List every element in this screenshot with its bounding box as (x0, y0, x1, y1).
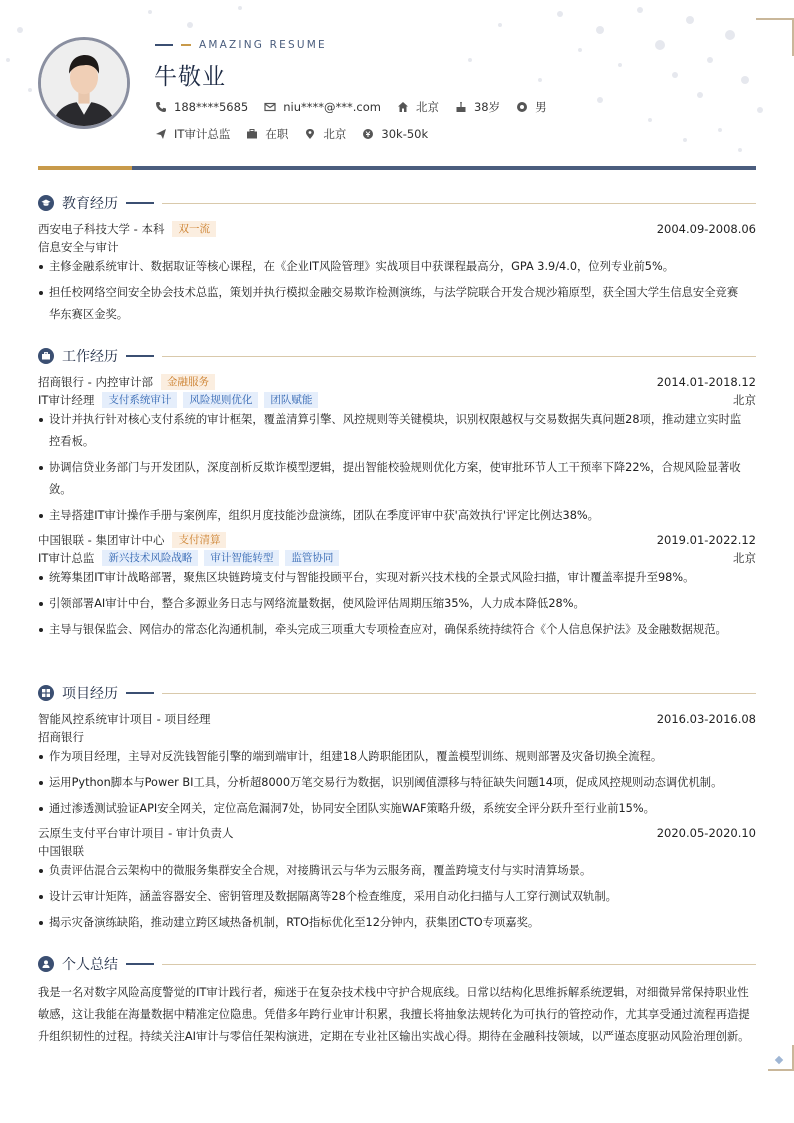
home-icon (397, 101, 409, 113)
education-major: 信息安全与审计 (38, 240, 119, 254)
project-date: 2020.05-2020.10 (656, 826, 756, 840)
job-city: 北京 (733, 393, 756, 407)
job-bullet: 设计并执行针对核心支付系统的审计框架，覆盖清算引擎、风控规则等关键模块，识别权限越权与交易数据失真问题28项，推动建立实时监控看板。 (38, 409, 748, 453)
education-section-title (38, 193, 756, 213)
education-bullet: 担任校网络空间安全协会技术总监，策划并执行模拟金融交易欺诈检测演练，与法学院联合开发合规沙箱原型，获全国大学生信息安全竞赛华东赛区金奖。 (38, 282, 748, 326)
job-role-tag: 审计智能转型 (204, 550, 279, 566)
work-title: 工作经历 (62, 349, 118, 365)
project-header-row (38, 711, 756, 727)
age-text: 38岁 (473, 100, 501, 114)
job-role-tag: 风险规则优化 (183, 392, 258, 408)
education-bullet: 主修金融系统审计、数据取证等核心课程，在《企业IT风险管理》实战项目中获课程最高分，GPA 3.9/4.0，位列专业前5%。 (38, 256, 748, 278)
header-divider-accent (38, 166, 132, 170)
job-bullet: 主导搭建IT审计操作手册与案例库，组织月度技能沙盘演练，团队在季度评审中获'高效执行'评定比例达38%。 (38, 505, 748, 527)
target-position-text: IT审计总监 (174, 127, 231, 141)
job-intent-row (155, 126, 444, 142)
job-header-row (38, 374, 756, 390)
job-role: IT审计经理 (38, 393, 95, 407)
section-title-line (162, 964, 756, 965)
project-bullet: 揭示灾备演练缺陷，推动建立跨区域热备机制，RTO指标优化至12分钟内，获集团CTO专项嘉奖。 (38, 912, 748, 934)
resume-tagline (155, 39, 327, 51)
section-title-dash (126, 355, 154, 357)
salary-icon (362, 128, 374, 140)
job-company: 中国银联 - 集团审计中心 (38, 533, 165, 547)
tagline-text: AMAZING RESUME (199, 39, 327, 51)
briefcase-icon (38, 348, 54, 364)
tagline-bar (155, 44, 173, 46)
job-status-text: 在职 (265, 127, 289, 141)
education-major-row (38, 239, 756, 255)
header-divider (38, 166, 756, 170)
education-title: 教育经历 (62, 196, 118, 212)
avatar-portrait (41, 40, 127, 126)
project-org-row (38, 843, 756, 859)
job-bullet: 引领部署AI审计中台，整合多源业务日志与网络流量数据，使风险评估周期压缩35%，人力成本降低28%。 (38, 593, 748, 615)
project-header-row (38, 825, 756, 841)
tagline-bar-accent (181, 44, 191, 46)
projects-section-title (38, 683, 756, 703)
graduation-cap-icon (38, 195, 54, 211)
grid-icon (38, 685, 54, 701)
avatar (38, 37, 130, 129)
project-bullet: 通过渗透测试验证API安全网关，定位高危漏洞7处，协同安全团队实施WAF策略升级，系统安全评分跃升至行业前15%。 (38, 798, 748, 820)
job-date: 2019.01-2022.12 (656, 533, 756, 547)
project-name: 智能风控系统审计项目 - 项目经理 (38, 712, 211, 726)
section-title-line (162, 203, 756, 204)
gender-text: 男 (535, 100, 547, 114)
job-role: IT审计总监 (38, 551, 95, 565)
mail-icon (264, 101, 276, 113)
target-city-item (304, 126, 346, 142)
project-bullet: 设计云审计矩阵，涵盖容器安全、密钥管理及数据隔离等28个检查维度，采用自动化扫描与人工穿行测试双轨制。 (38, 886, 748, 908)
home-city-item (397, 99, 439, 115)
education-header-row (38, 221, 756, 237)
section-title-line (162, 693, 756, 694)
target-position-item (155, 126, 230, 142)
candidate-name: 牛敬业 (154, 64, 226, 90)
summary-text: 我是一名对数字风险高度警觉的IT审计践行者，痴迷于在复杂技术栈中守护合规底线。日常以结构化思维拆解系统逻辑，对细微异常保持职业性敏感，这让我能在海量数据中精准定位隐患。凭借多年跨行业审计积累，我擅长将抽象法规转化为可执行的管控动作，尤其享受通过流程再造提升组织韧性的过程。持续关注AI审计与零信任架构演进，定期在专业社区输出实战心得。期待在金融科技领域，以严谨态度驱动风险治理创新。 (38, 986, 750, 1043)
section-title-line (162, 356, 756, 357)
job-bullet: 主导与银保监会、网信办的常态化沟通机制，牵头完成三项重大专项检查应对，确保系统持续符合《个人信息保护法》及金融数据规范。 (38, 619, 748, 641)
phone-icon (155, 101, 167, 113)
summary-title: 个人总结 (62, 957, 118, 973)
email-text: niu****@***.com (283, 100, 381, 114)
education-tag: 双一流 (172, 221, 216, 237)
job-role-row (38, 550, 756, 566)
salary-item (362, 127, 428, 141)
job-company: 招商银行 - 内控审计部 (38, 375, 153, 389)
gender-icon (516, 101, 528, 113)
section-title-dash (126, 692, 154, 694)
contact-info-row (155, 99, 563, 115)
salary-text: 30k-50k (381, 127, 429, 141)
job-role-tag: 监管协同 (285, 550, 339, 566)
user-icon (38, 956, 54, 972)
age-item (455, 99, 500, 115)
job-company-tag: 支付清算 (172, 532, 226, 548)
target-city-text: 北京 (323, 127, 347, 141)
project-org: 招商银行 (38, 730, 84, 744)
job-bullet: 统筹集团IT审计战略部署，聚焦区块链跨境支付与智能投顾平台，实现对新兴技术栈的全景式风险扫描，审计覆盖率提升至98%。 (38, 567, 748, 589)
project-org: 中国银联 (38, 844, 84, 858)
project-org-row (38, 729, 756, 745)
summary-section-title (38, 954, 756, 974)
job-role-tag: 团队赋能 (264, 392, 318, 408)
project-bullet: 作为项目经理，主导对反洗钱智能引擎的端到端审计，组建18人跨职能团队，覆盖模型训练、规则部署及灾备切换全流程。 (38, 746, 748, 768)
work-section-title (38, 346, 756, 366)
education-school: 西安电子科技大学 - 本科 (38, 222, 165, 236)
email-item (264, 100, 381, 114)
project-bullet: 负责评估混合云架构中的微服务集群安全合规，对接腾讯云与华为云服务商，覆盖跨境支付与实时清算场景。 (38, 860, 748, 882)
project-name: 云原生支付平台审计项目 - 审计负责人 (38, 826, 234, 840)
education-date: 2004.09-2008.06 (656, 222, 756, 236)
job-bullet: 协调信贷业务部门与开发团队，深度剖析反欺诈模型逻辑，提出智能校验规则优化方案，使审批环节人工干预率下降22%，合规风险显著收敛。 (38, 457, 748, 501)
projects-title: 项目经历 (62, 686, 118, 702)
job-company-tag: 金融服务 (161, 374, 215, 390)
job-role-row (38, 392, 756, 408)
corner-decoration-top-right (756, 18, 794, 56)
project-bullet: 运用Python脚本与Power BI工具，分析超8000万笔交易行为数据，识别阈值漂移与特征缺失问题14项，促成风控规则动态调优机制。 (38, 772, 748, 794)
send-icon (155, 128, 167, 140)
phone-item (155, 100, 248, 114)
briefcase-icon (246, 128, 258, 140)
gender-item (516, 99, 547, 115)
job-status-item (246, 126, 288, 142)
job-city: 北京 (733, 551, 756, 565)
project-date: 2016.03-2016.08 (656, 712, 756, 726)
job-header-row (38, 532, 756, 548)
job-role-tag: 支付系统审计 (102, 392, 177, 408)
section-title-dash (126, 202, 154, 204)
job-date: 2014.01-2018.12 (656, 375, 756, 389)
location-icon (304, 128, 316, 140)
cake-icon (455, 101, 467, 113)
job-role-tag: 新兴技术风险战略 (102, 550, 198, 566)
section-title-dash (126, 963, 154, 965)
home-city-text: 北京 (415, 100, 439, 114)
phone-text: 188****5685 (174, 100, 249, 114)
